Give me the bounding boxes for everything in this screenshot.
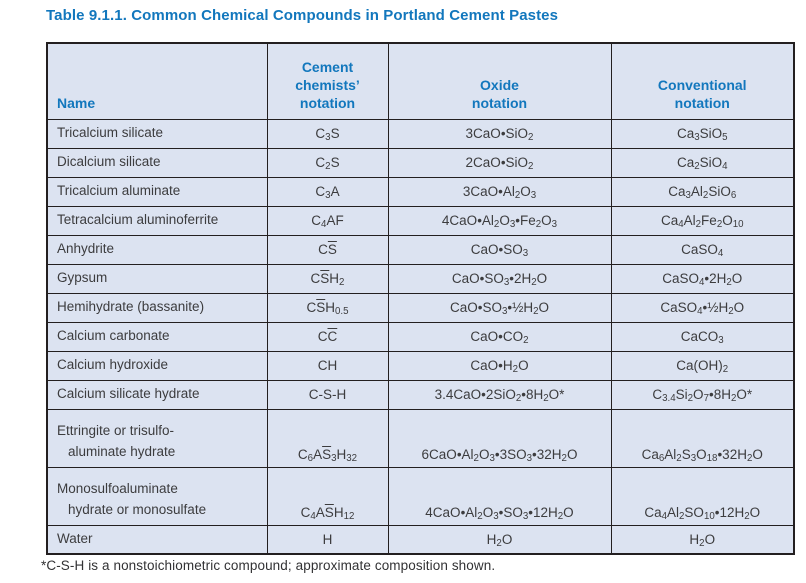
ccn-formula-cell: $C\overline{S}H_{0.5}$ <box>267 293 388 322</box>
conventional-formula-cell: $Ca_3SiO_5$ <box>611 119 794 148</box>
compound-name-line: hydrate or monosulfate <box>68 501 207 517</box>
ccn-formula-cell: $C_4A\overline{S}H_{12}$ <box>267 467 388 525</box>
compound-name-line: Anhydrite <box>57 241 115 257</box>
column-header-name <box>47 43 267 119</box>
table-body <box>47 119 794 554</box>
header-row <box>47 43 794 119</box>
oxide-formula-cell: $CaO•CO_2$ <box>388 322 611 351</box>
conventional-formula-cell: $Ca_4Al_2Fe_2O_{10}$ <box>611 206 794 235</box>
column-header-line: notation <box>471 95 528 112</box>
table-footnote: *C-S-H is a nonstoichiometric compound; approximate composition shown. <box>41 558 496 573</box>
table-header <box>47 43 794 119</box>
oxide-formula-cell: $CaO•H_2O$ <box>388 351 611 380</box>
ccn-formula-cell: $C_6A\overline{S}_3H_{32}$ <box>267 409 388 467</box>
compound-name-cell <box>47 467 267 525</box>
ccn-formula-cell: $C_2S$ <box>267 148 388 177</box>
compound-name-line: aluminate hydrate <box>68 443 176 459</box>
oxide-formula-cell: $CaO•SO_3•\frac{1}{2}H_2O$ <box>388 293 611 322</box>
column-header-ccn <box>267 43 388 119</box>
conventional-formula-cell: $Ca_2SiO_4$ <box>611 148 794 177</box>
table-row <box>47 322 794 351</box>
column-header-line: chemists’ <box>295 77 360 94</box>
oxide-formula-cell: $3CaO•Al_2O_3$ <box>388 177 611 206</box>
compound-name-cell <box>47 293 267 322</box>
compound-name-cell <box>47 148 267 177</box>
oxide-formula-cell: $4CaO•Al_2O_3•SO_3•12H_2O$ <box>388 467 611 525</box>
table-row <box>47 409 794 467</box>
oxide-formula-cell: $CaO•SO_3$ <box>388 235 611 264</box>
oxide-formula-cell: $4CaO•Al_2O_3•Fe_2O_3$ <box>388 206 611 235</box>
ccn-formula-cell: $C_4AF$ <box>267 206 388 235</box>
compound-name-line: Monosulfoaluminate <box>57 480 178 496</box>
compound-name-cell <box>47 409 267 467</box>
compound-name-line: Calcium carbonate <box>57 328 170 344</box>
conventional-formula-cell: $Ca(OH)_2$ <box>611 351 794 380</box>
compound-name-cell <box>47 206 267 235</box>
oxide-formula-cell: 2CaO•SiO$_2$ <box>388 148 611 177</box>
compound-name-cell <box>47 525 267 554</box>
oxide-formula-cell: 3CaO•SiO$_2$ <box>388 119 611 148</box>
ccn-formula-cell: $C\overline{S}$ <box>267 235 388 264</box>
ccn-formula-cell: $C_3A$ <box>267 177 388 206</box>
oxide-formula-cell: $CaO•SO_3•2H_2O$ <box>388 264 611 293</box>
column-header-conventional <box>611 43 794 119</box>
table-row <box>47 206 794 235</box>
conventional-formula-cell: $CaSO_4•\frac{1}{2}H_2O$ <box>611 293 794 322</box>
compound-name-line: Hemihydrate (bassanite) <box>57 299 205 315</box>
compounds-table <box>46 42 795 555</box>
conventional-formula-cell: $C_{3.4}Si_2O_7•8H_2O*$ <box>611 380 794 409</box>
ccn-formula-cell: $C_3S$ <box>267 119 388 148</box>
compound-name-line: Water <box>57 530 93 546</box>
compound-name-line: Calcium silicate hydrate <box>57 386 200 402</box>
column-header-line: notation <box>674 95 730 112</box>
compound-name-line: Tricalcium silicate <box>57 125 164 141</box>
compound-name-line: Ettringite or trisulfo- <box>57 422 175 438</box>
ccn-formula-cell: $C\overline{C}$ <box>267 322 388 351</box>
table-row <box>47 351 794 380</box>
compound-name-cell <box>47 264 267 293</box>
column-header-line: Oxide <box>480 77 519 94</box>
table-row <box>47 293 794 322</box>
column-header-oxide <box>388 43 611 119</box>
table-title: Table 9.1.1. Common Chemical Compounds in Portland Cement Pastes <box>46 7 559 24</box>
table-row <box>47 380 794 409</box>
table-row <box>47 264 794 293</box>
ccn-formula-cell: CH <box>267 351 388 380</box>
column-header-line: Cement <box>301 58 354 75</box>
compound-name-cell <box>47 380 267 409</box>
ccn-formula-cell: C-S-H <box>267 380 388 409</box>
oxide-formula-cell: $6CaO•Al_2O_3•3SO_3•32H_2O$ <box>388 409 611 467</box>
table-row <box>47 148 794 177</box>
compound-name-line: Tetracalcium aluminoferrite <box>57 212 219 228</box>
ccn-formula-cell: $C\overline{S}H_2$ <box>267 264 388 293</box>
conventional-formula-cell: $CaSO_4•2H_2O$ <box>611 264 794 293</box>
conventional-formula-cell: $Ca_6Al_2S_3O_{18}•32H_2O$ <box>611 409 794 467</box>
compound-name-cell <box>47 177 267 206</box>
column-header-line: Name <box>57 95 96 112</box>
compound-name-cell <box>47 235 267 264</box>
compound-name-line: Dicalcium silicate <box>57 154 161 170</box>
column-header-line: notation <box>299 95 356 112</box>
conventional-formula-cell: CaSO$_4$ <box>611 235 794 264</box>
conventional-formula-cell: CaCO$_3$ <box>611 322 794 351</box>
table-row <box>47 235 794 264</box>
compound-name-line: Calcium hydroxide <box>57 357 169 373</box>
table-row <box>47 467 794 525</box>
table-row <box>47 177 794 206</box>
column-header-line: Conventional <box>657 77 747 94</box>
ccn-formula-cell: H <box>267 525 388 554</box>
compound-name-line: Tricalcium aluminate <box>57 183 181 199</box>
oxide-formula-cell: $H_2O$ <box>388 525 611 554</box>
table-row <box>47 525 794 554</box>
conventional-formula-cell: $H_2O$ <box>611 525 794 554</box>
table-row <box>47 119 794 148</box>
compound-name-cell <box>47 351 267 380</box>
compound-name-line: Gypsum <box>57 270 108 286</box>
compound-name-cell <box>47 322 267 351</box>
conventional-formula-cell: $Ca_4Al_2SO_{10}•12H_2O$ <box>611 467 794 525</box>
conventional-formula-cell: $Ca_3Al_2SiO_6$ <box>611 177 794 206</box>
compound-name-cell <box>47 119 267 148</box>
oxide-formula-cell: $3.4CaO•2SiO_2•8H_2O*$ <box>388 380 611 409</box>
